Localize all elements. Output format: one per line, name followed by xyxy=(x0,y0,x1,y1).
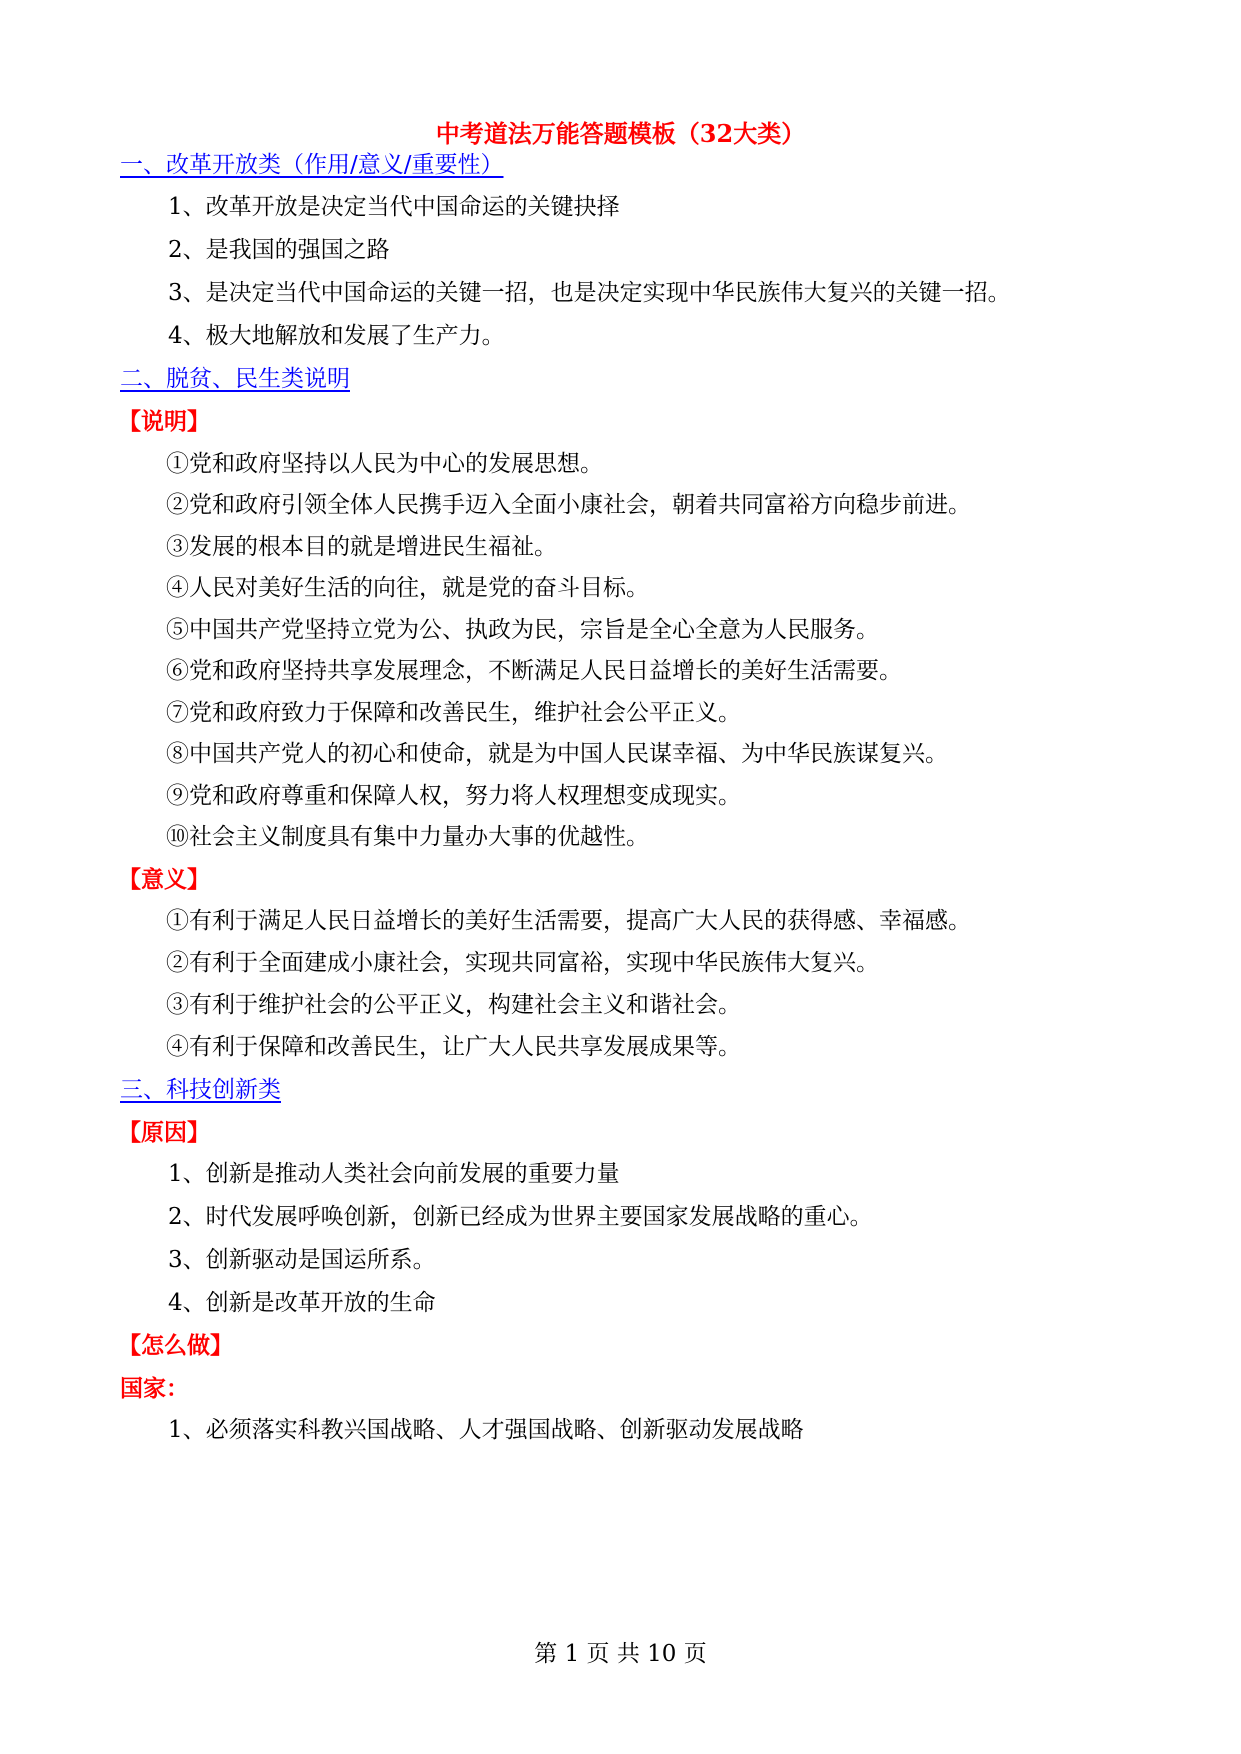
list-item: 2、时代发展呼唤创新，创新已经成为世界主要国家发展战略的重心。 xyxy=(168,1204,873,1230)
page-title: 中考道法万能答题模板（32大类） xyxy=(435,119,806,148)
label-zenmezuo: 【怎么做】 xyxy=(118,1332,233,1359)
list-item: ②党和政府引领全体人民携手迈入全面小康社会，朝着共同富裕方向稳步前进。 xyxy=(166,492,971,518)
list-item: 4、创新是改革开放的生命 xyxy=(168,1290,436,1316)
label-shuoming: 【说明】 xyxy=(118,408,210,435)
label-yuanyin: 【原因】 xyxy=(118,1119,210,1146)
list-item: 3、创新驱动是国运所系。 xyxy=(168,1247,436,1273)
section-heading-poverty[interactable]: 二、脱贫、民生类说明 xyxy=(120,366,350,392)
list-item: ⑦党和政府致力于保障和改善民生，维护社会公平正义。 xyxy=(166,700,741,726)
page-footer: 第 1 页 共 10 页 xyxy=(534,1641,707,1667)
list-item: 2、是我国的强国之路 xyxy=(168,237,390,263)
section-heading-innovation[interactable]: 三、科技创新类 xyxy=(120,1077,281,1103)
list-item: ①党和政府坚持以人民为中心的发展思想。 xyxy=(166,451,603,477)
list-item: ③有利于维护社会的公平正义，构建社会主义和谐社会。 xyxy=(166,992,741,1018)
list-item: ⑨党和政府尊重和保障人权，努力将人权理想变成现实。 xyxy=(166,783,741,809)
list-item: ⑧中国共产党人的初心和使命，就是为中国人民谋幸福、为中华民族谋复兴。 xyxy=(166,741,948,767)
list-item: 3、是决定当代中国命运的关键一招，也是决定实现中华民族伟大复兴的关键一招。 xyxy=(168,280,1011,306)
list-item: 1、改革开放是决定当代中国命运的关键抉择 xyxy=(168,194,620,220)
section-heading-reform[interactable]: 一、改革开放类（作用/意义/重要性） xyxy=(120,152,504,178)
label-guojia: 国家： xyxy=(120,1375,189,1402)
list-item: ③发展的根本目的就是增进民生福祉。 xyxy=(166,534,557,560)
list-item: ⑩社会主义制度具有集中力量办大事的优越性。 xyxy=(166,824,649,850)
list-item: ⑤中国共产党坚持立党为公、执政为民，宗旨是全心全意为人民服务。 xyxy=(166,617,879,643)
list-item: ②有利于全面建成小康社会，实现共同富裕，实现中华民族伟大复兴。 xyxy=(166,950,879,976)
list-item: ④有利于保障和改善民生，让广大人民共享发展成果等。 xyxy=(166,1034,741,1060)
list-item: ④人民对美好生活的向往，就是党的奋斗目标。 xyxy=(166,575,649,601)
label-yiyi: 【意义】 xyxy=(118,866,210,893)
list-item: 1、创新是推动人类社会向前发展的重要力量 xyxy=(168,1161,620,1187)
list-item: 4、极大地解放和发展了生产力。 xyxy=(168,323,505,349)
list-item: 1、必须落实科教兴国战略、人才强国战略、创新驱动发展战略 xyxy=(168,1417,804,1443)
list-item: ①有利于满足人民日益增长的美好生活需要，提高广大人民的获得感、幸福感。 xyxy=(166,908,971,934)
list-item: ⑥党和政府坚持共享发展理念，不断满足人民日益增长的美好生活需要。 xyxy=(166,658,902,684)
